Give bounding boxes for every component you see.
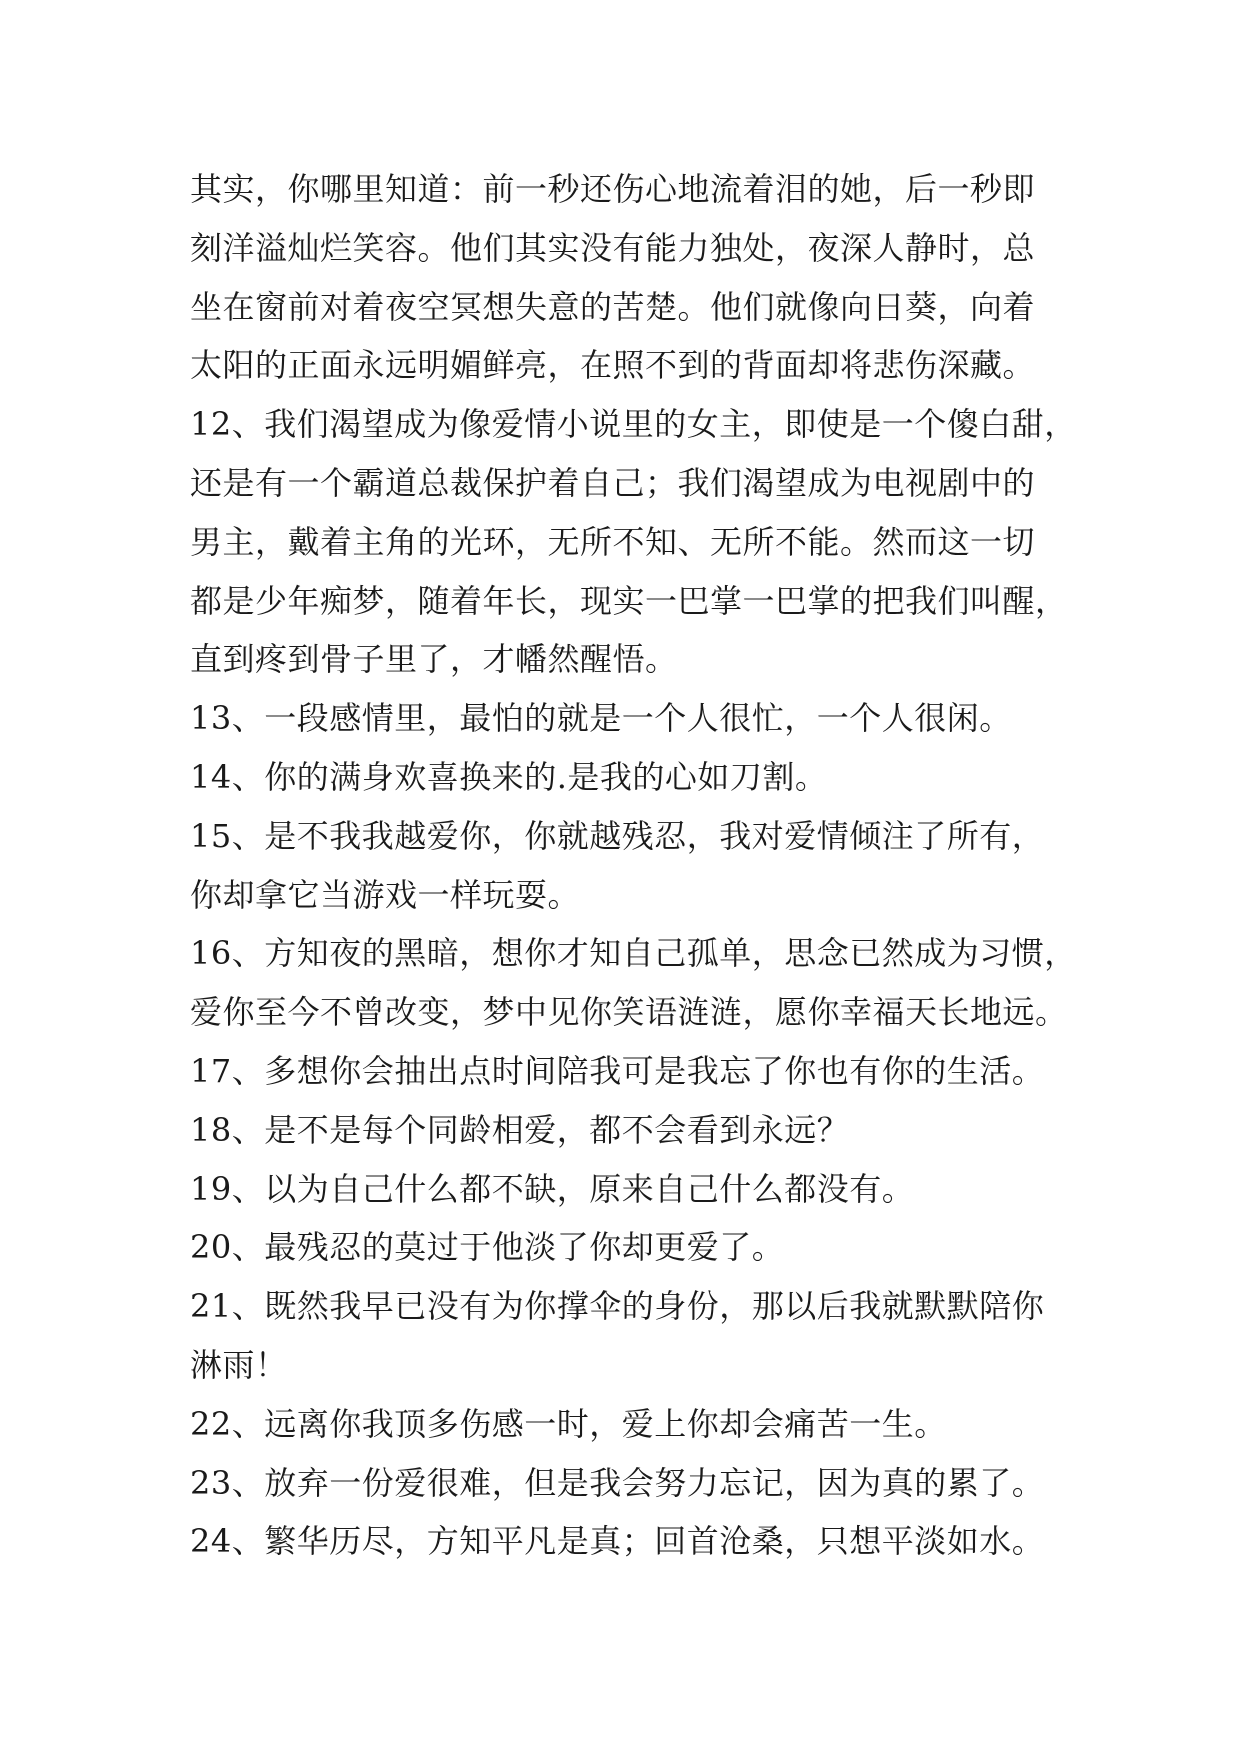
- text-line: 12、我们渴望成为像爱情小说里的女主，即使是一个傻白甜，: [190, 405, 1077, 444]
- text-line: 其实，你哪里知道：前一秒还伤心地流着泪的她，后一秒即: [190, 170, 1036, 208]
- text-line: 都是少年痴梦，随着年长，现实一巴掌一巴掌的把我们叫醒，: [190, 581, 1068, 620]
- text-line: 你却拿它当游戏一样玩耍。: [190, 875, 581, 914]
- text-line: 坐在窗前对着夜空冥想失意的苦楚。他们就像向日葵，向着: [190, 287, 1036, 326]
- text-line: 13、一段感情里，最怕的就是一个人很忙，一个人很闲。: [190, 699, 1012, 738]
- text-line: 15、是不我我越爱你，你就越残忍，我对爱情倾注了所有，: [190, 816, 1045, 855]
- text-line: 21、既然我早已没有为你撑伞的身份，那以后我就默默陪你: [190, 1287, 1045, 1326]
- text-line: 男主，戴着主角的光环，无所不知、无所不能。然而这一切: [190, 522, 1036, 561]
- text-line: 19、以为自己什么都不缺，原来自己什么都没有。: [190, 1169, 915, 1208]
- text-line: 24、繁华历尽，方知平凡是真；回首沧桑，只想平淡如水。: [190, 1522, 1045, 1561]
- text-line: 18、是不是每个同龄相爱，都不会看到永远？: [190, 1110, 850, 1149]
- text-line: 爱你至今不曾改变，梦中见你笑语涟涟，愿你幸福天长地远。: [190, 993, 1068, 1032]
- text-line: 刻洋溢灿烂笑容。他们其实没有能力独处，夜深人静时，总: [190, 228, 1036, 267]
- text-line: 还是有一个霸道总裁保护着自己；我们渴望成为电视剧中的: [190, 463, 1036, 502]
- text-line: 太阳的正面永远明媚鲜亮，在照不到的背面却将悲伤深藏。: [190, 346, 1036, 385]
- text-line: 16、方知夜的黑暗，想你才知自己孤单，思念已然成为习惯，: [190, 934, 1077, 973]
- text-line: 17、多想你会抽出点时间陪我可是我忘了你也有你的生活。: [190, 1051, 1045, 1090]
- text-line: 淋雨！: [190, 1345, 288, 1384]
- text-line: 22、远离你我顶多伤感一时，爱上你却会痛苦一生。: [190, 1404, 947, 1443]
- text-line: 23、放弃一份爱很难，但是我会努力忘记，因为真的累了。: [190, 1463, 1045, 1502]
- text-line: 20、最残忍的莫过于他淡了你却更爱了。: [190, 1228, 785, 1267]
- text-line: 14、你的满身欢喜换来的.是我的心如刀割。: [190, 757, 828, 796]
- text-line: 直到疼到骨子里了，才幡然醒悟。: [190, 640, 678, 679]
- body-text: [190, 160, 1090, 1571]
